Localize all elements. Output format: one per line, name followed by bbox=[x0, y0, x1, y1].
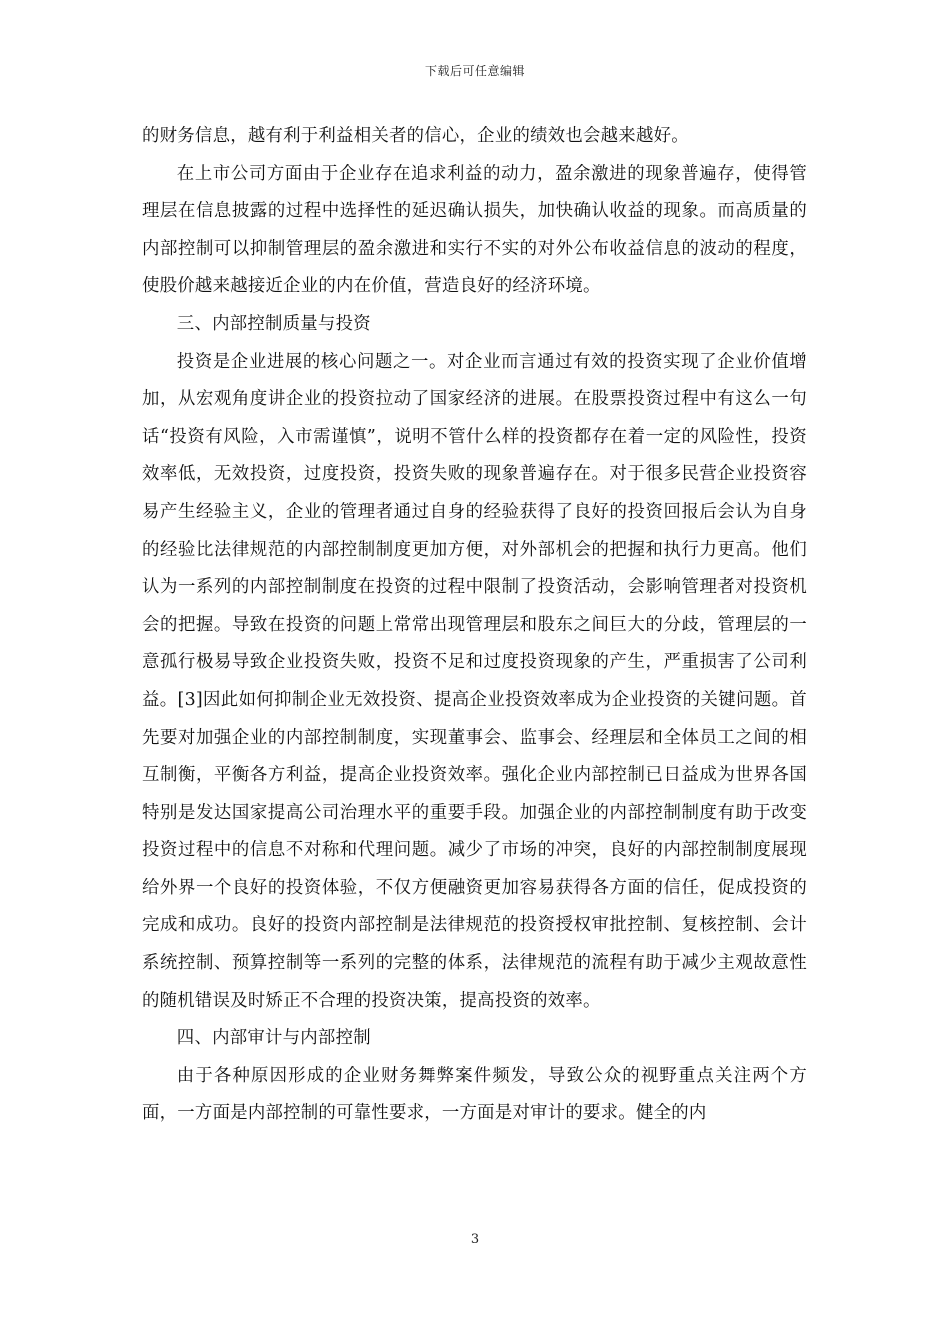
section-heading-4: 四、内部审计与内部控制 bbox=[176, 1028, 371, 1049]
section-heading-3: 三、内部控制质量与投资 bbox=[176, 313, 371, 334]
paragraph-2: 在上市公司方面由于企业存在追求利益的动力，盈余激进的现象普遍存，使得管理层在信息披露的过程中选择性的延迟确认损失，加快确认收益的现象。而高质量的内部控制可以抑制管理层的盈余激进和实行不实的对外公布收益信息的波动的程度，使股价越来越接近企业的内在价值，营造良好的经济环境。 bbox=[142, 163, 807, 297]
paragraph-6: 由于各种原因形成的企业财务舞弊案件频发，导致公众的视野重点关注两个方面，一方面是内部控制的可靠性要求，一方面是对审计的要求。健全的内 bbox=[142, 1065, 807, 1124]
document-body bbox=[142, 118, 807, 1133]
page-number: 3 bbox=[470, 1232, 480, 1247]
paragraph-4: 投资是企业进展的核心问题之一。对企业而言通过有效的投资实现了企业价值增加，从宏观角度讲企业的投资拉动了国家经济的进展。在股票投资过程中有这么一句话“投资有风险，入市需谨慎”，说明不管什么样的投资都存在着一定的风险性，投资效率低，无效投资，过度投资，投资失败的现象普遍存在。对于很多民营企业投资容易产生经验主义，企业的管理者通过自身的经验获得了良好的投资回报后会认为自身的经验比法律规范的内部控制制度更加方便，对外部机会的把握和执行力更高。他们认为一系列的内部控制制度在投资的过程中限制了投资活动，会影响管理者对投资机会的把握。导致在投资的问题上常常出现管理层和股东之间巨大的分歧，管理层的一意孤行极易导致企业投资失败，投资不足和过度投资现象的产生，严重损害了公司利益。[3]因此如何抑制企业无效投资、提高企业投资效率成为企业投资的关键问题。首先要对加强企业的内部控制制度，实现董事会、监事会、经理层和全体员工之间的相互制衡，平衡各方利益，提高企业投资效率。强化企业内部控制已日益成为世界各国特别是发达国家提高公司治理水平的重要手段。加强企业的内部控制制度有助于改变投资过程中的信息不对称和代理问题。减少了市场的冲突，良好的内部控制制度展现给外界一个良好的投资体验，不仅方便融资更加容易获得各方面的信任，促成投资的完成和成功。良好的投资内部控制是法律规范的投资授权审批控制、复核控制、会计系统控制、预算控制等一系列的完整的体系，法律规范的流程有助于减少主观故意性的随机错误及时矫正不合理的投资决策，提高投资的效率。 bbox=[142, 351, 807, 1011]
paragraph-1: 的财务信息，越有利于利益相关者的信心，企业的绩效也会越来越好。 bbox=[142, 126, 689, 146]
page-header: 下载后可任意编辑 bbox=[424, 64, 525, 78]
